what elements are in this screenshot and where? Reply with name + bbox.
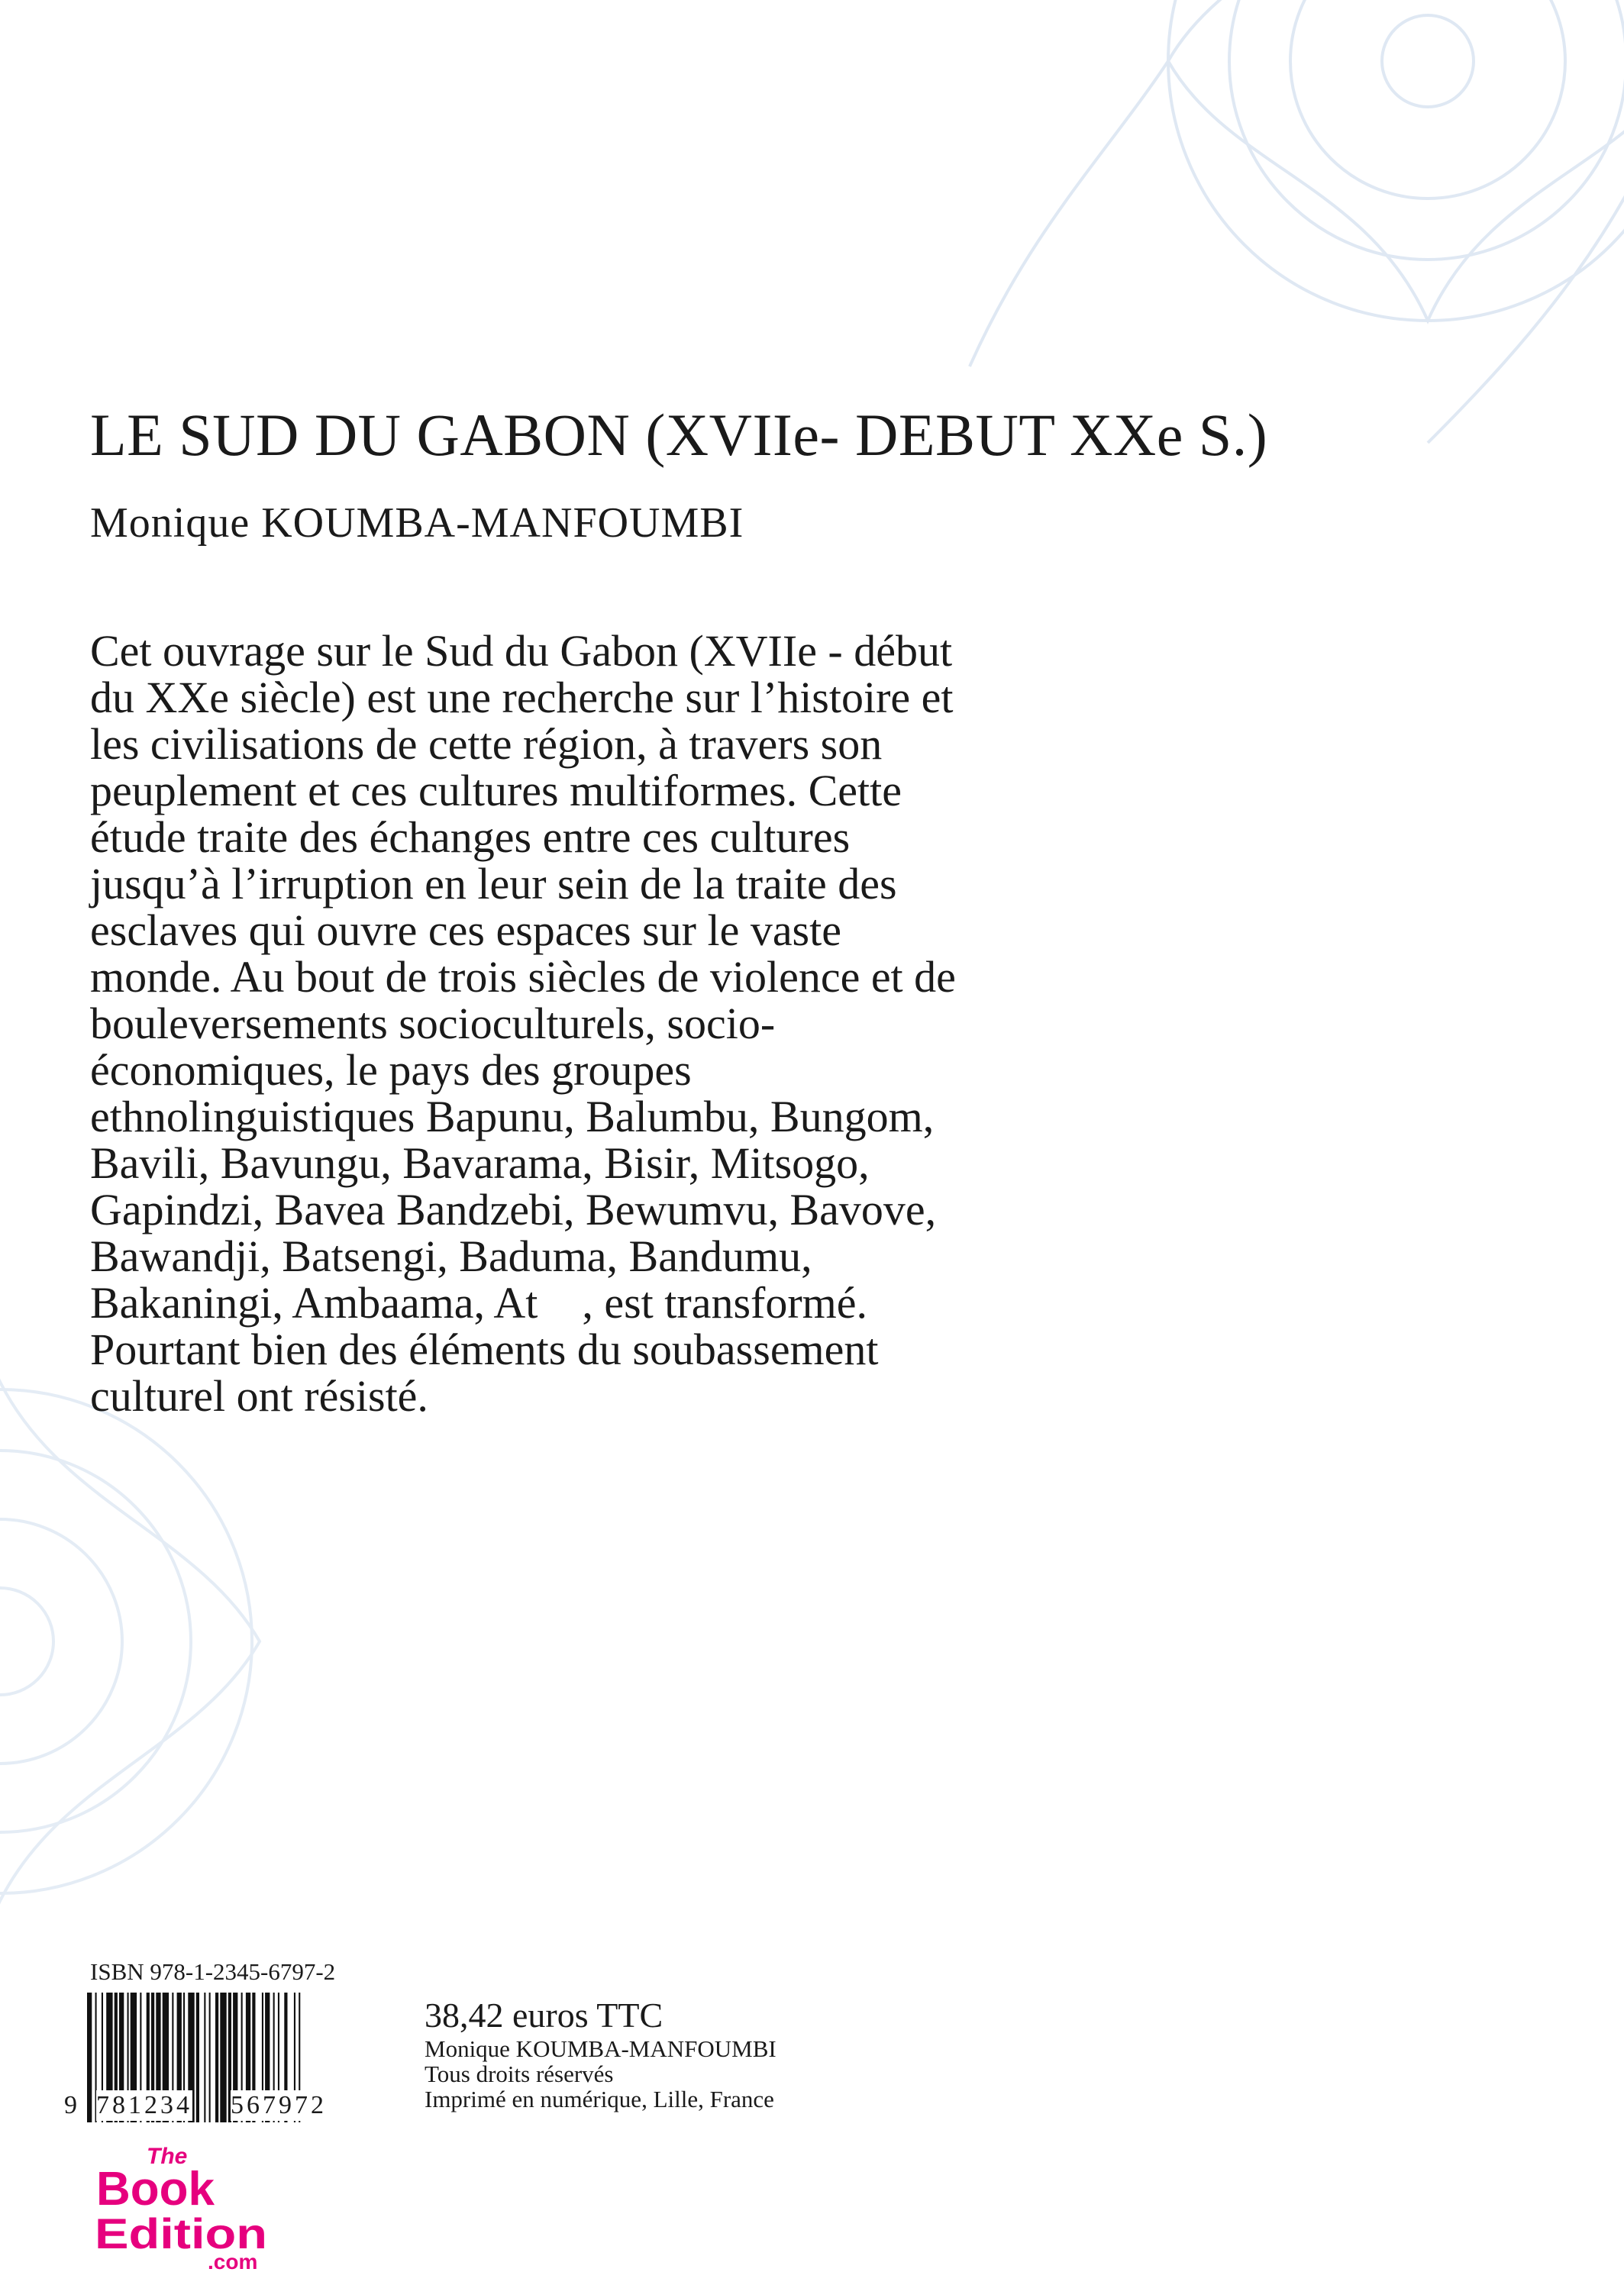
barcode-first-digit: 9 bbox=[64, 2091, 77, 2119]
blurb-line: Bawandji, Batsengi, Baduma, Bandumu, bbox=[90, 1231, 812, 1281]
blurb-line: Gapindzi, Bavea Bandzebi, Bewumvu, Bavove, bbox=[90, 1185, 937, 1234]
ornament-bottom-left bbox=[0, 1336, 336, 1947]
barcode-bar bbox=[204, 1993, 205, 2122]
imprint-printing: Imprimé en numérique, Lille, France bbox=[425, 2086, 774, 2112]
isbn-label: ISBN 978-1-2345-6797-2 bbox=[90, 1958, 336, 1985]
barcode-bar bbox=[215, 1993, 218, 2122]
blurb-line: les civilisations de cette région, à travers son bbox=[90, 719, 883, 769]
barcode-bar bbox=[87, 1993, 92, 2122]
ornament-top-right bbox=[939, 0, 1624, 458]
blurb-line: économiques, le pays des groupes bbox=[90, 1045, 692, 1095]
blurb-line: peuplement et ces cultures multiformes. Cette bbox=[90, 766, 902, 815]
logo-text-the: The bbox=[147, 2144, 188, 2169]
blurb-line: monde. Au bout de trois siècles de violence et de bbox=[90, 952, 956, 1002]
price-label: 38,42 euros TTC bbox=[425, 1996, 663, 2035]
book-title: LE SUD DU GABON (XVIIe- DEBUT XXe S.) bbox=[90, 402, 1268, 468]
barcode-right-group: 567972 bbox=[231, 2091, 327, 2119]
blurb-line: Bakaningi, Ambaama, At , est transformé. bbox=[90, 1278, 868, 1328]
imprint-rights: Tous droits réservés bbox=[425, 2061, 614, 2087]
barcode-bar bbox=[196, 1993, 199, 2122]
logo-text-com: .com bbox=[208, 2250, 258, 2272]
barcode-left-group: 781234 bbox=[96, 2091, 192, 2119]
imprint-block bbox=[425, 2036, 776, 2112]
blurb-line: ethnolinguistiques Bapunu, Balumbu, Bungom, bbox=[90, 1092, 935, 1141]
logo-text-edition: Edition bbox=[95, 2209, 267, 2257]
book-author: Monique KOUMBA-MANFOUMBI bbox=[90, 499, 744, 547]
blurb-line: bouleversements socioculturels, socio- bbox=[90, 999, 776, 1048]
blurb-line: esclaves qui ouvre ces espaces sur le vaste bbox=[90, 905, 841, 955]
blurb-line: jusqu’à l’irruption en leur sein de la traite des bbox=[90, 859, 897, 908]
barcode-bar bbox=[209, 1993, 211, 2122]
barcode-bar bbox=[220, 1993, 226, 2122]
logo-text-book: Book bbox=[96, 2163, 215, 2216]
imprint-author: Monique KOUMBA-MANFOUMBI bbox=[425, 2035, 776, 2062]
blurb-line: culturel ont résisté. bbox=[90, 1371, 428, 1421]
thebookedition-logo bbox=[92, 2138, 290, 2272]
blurb-line: du XXe siècle) est une recherche sur l’histoire et bbox=[90, 673, 954, 722]
blurb-line: Pourtant bien des éléments du soubassement bbox=[90, 1325, 879, 1374]
blurb-line: Bavili, Bavungu, Bavarama, Bisir, Mitsogo, bbox=[90, 1138, 870, 1188]
blurb-line: Cet ouvrage sur le Sud du Gabon (XVIIe - début bbox=[90, 626, 953, 676]
blurb-line: étude traite des échanges entre ces cultures bbox=[90, 812, 851, 862]
back-cover-blurb bbox=[90, 628, 1251, 1419]
